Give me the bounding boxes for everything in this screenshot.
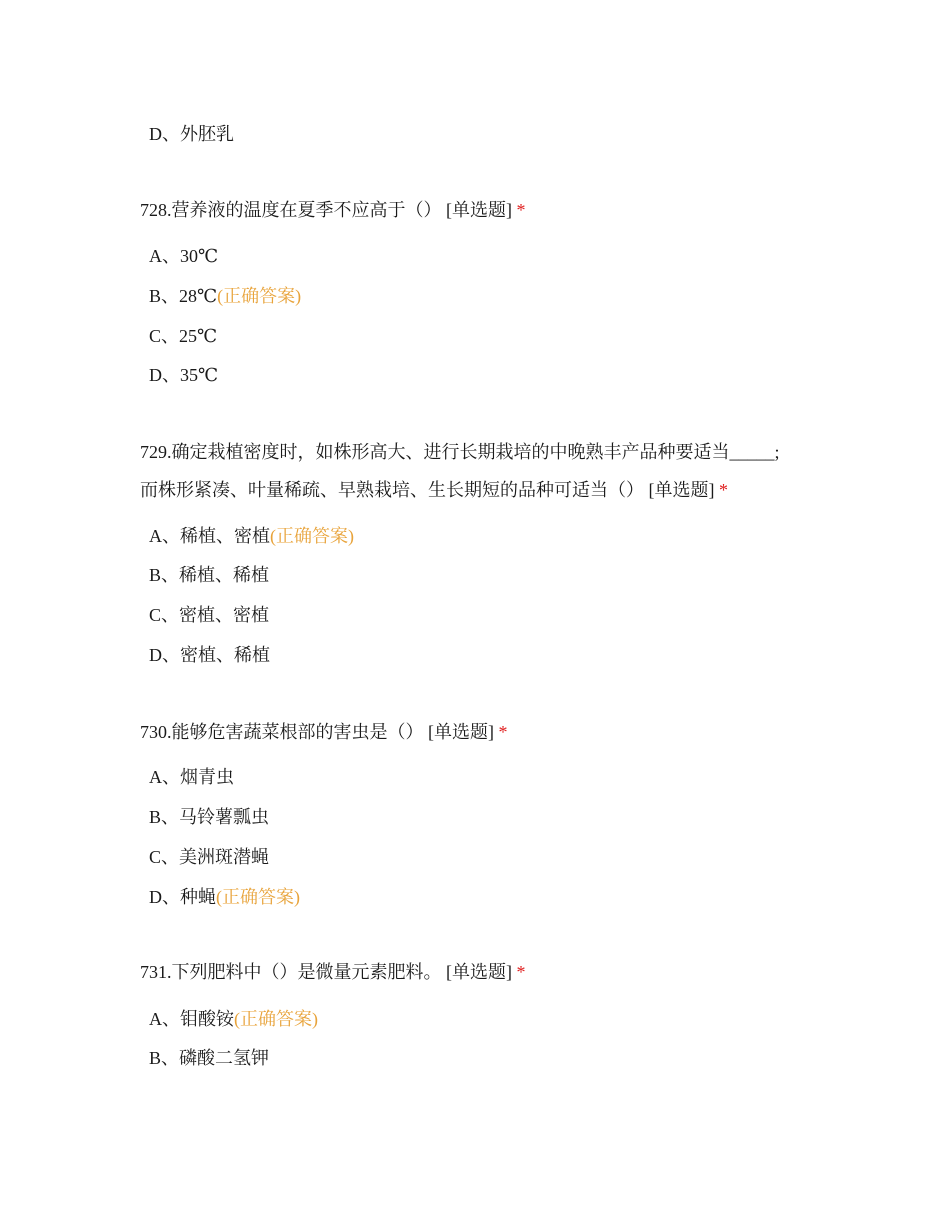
question-text-line2: 而株形紧凑、叶量稀疏、早熟栽培、生长期短的品种可适当（） [单选题] bbox=[140, 480, 715, 500]
question-title bbox=[140, 440, 780, 464]
option-item[interactable] bbox=[149, 284, 301, 308]
option-label: A、钼酸铵 bbox=[149, 1009, 234, 1029]
correct-answer-note: (正确答案) bbox=[234, 1009, 318, 1029]
option-label: D、种蝇 bbox=[149, 887, 216, 907]
required-star: * bbox=[516, 962, 526, 982]
option-item[interactable] bbox=[149, 1046, 269, 1070]
required-star: * bbox=[719, 480, 728, 500]
option-item[interactable] bbox=[149, 524, 354, 548]
option-item[interactable] bbox=[149, 603, 269, 627]
option-label: D、密植、稀植 bbox=[149, 645, 270, 665]
option-item[interactable] bbox=[149, 1007, 318, 1031]
required-star: * bbox=[516, 200, 526, 220]
option-label: C、美洲斑潜蝇 bbox=[149, 847, 270, 867]
option-label: B、马铃薯瓢虫 bbox=[149, 807, 270, 827]
option-item[interactable] bbox=[149, 363, 218, 387]
option-label: D、外胚乳 bbox=[149, 124, 234, 144]
question-text: 731.下列肥料中（）是微量元素肥料。 [单选题] bbox=[140, 962, 512, 982]
question-text: 730.能够危害蔬菜根部的害虫是（） [单选题] bbox=[140, 722, 494, 742]
option-label: C、25℃ bbox=[149, 326, 218, 346]
required-star: * bbox=[498, 722, 508, 742]
option-label: B、磷酸二氢钾 bbox=[149, 1048, 270, 1068]
option-item[interactable] bbox=[149, 324, 217, 348]
option-item[interactable] bbox=[149, 563, 269, 587]
correct-answer-note: (正确答案) bbox=[217, 286, 302, 306]
option-label: D、35℃ bbox=[149, 365, 219, 385]
option-label: B、28℃ bbox=[149, 286, 218, 306]
question-text-line1: 729.确定栽植密度时，如株形高大、进行长期栽培的中晚熟丰产品种要适当_____; bbox=[140, 442, 780, 462]
option-label: C、密植、密植 bbox=[149, 605, 270, 625]
option-item[interactable] bbox=[149, 643, 270, 667]
correct-answer-note: (正确答案) bbox=[216, 887, 300, 907]
option-item[interactable] bbox=[149, 244, 218, 268]
option-item[interactable] bbox=[149, 845, 269, 869]
option-item[interactable] bbox=[149, 765, 234, 789]
question-text: 728.营养液的温度在夏季不应高于（） [单选题] bbox=[140, 200, 512, 220]
correct-answer-note: (正确答案) bbox=[270, 526, 354, 546]
question-title-continued bbox=[140, 478, 728, 502]
option-item[interactable] bbox=[149, 122, 234, 146]
question-title bbox=[140, 960, 526, 984]
option-label: B、稀植、稀植 bbox=[149, 565, 270, 585]
question-title bbox=[140, 198, 526, 222]
question-title bbox=[140, 720, 508, 744]
option-label: A、稀植、密植 bbox=[149, 526, 270, 546]
option-item[interactable] bbox=[149, 805, 269, 829]
option-label: A、30℃ bbox=[149, 246, 219, 266]
option-label: A、烟青虫 bbox=[149, 767, 234, 787]
option-item[interactable] bbox=[149, 885, 300, 909]
